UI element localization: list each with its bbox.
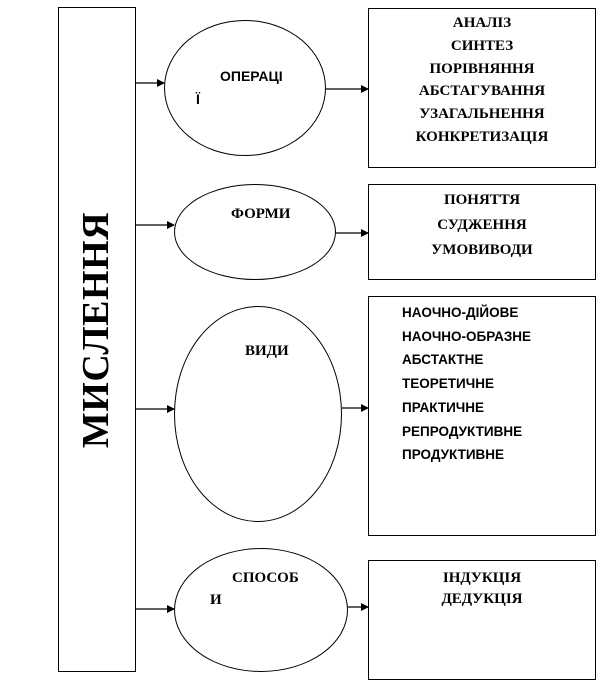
operations-ellipse <box>164 20 326 156</box>
forms-label: ФОРМИ <box>231 206 291 222</box>
list-item: КОНКРЕТИЗАЦІЯ <box>415 128 549 145</box>
list-item: АНАЛІЗ <box>452 15 512 31</box>
methods-ellipse <box>174 548 348 672</box>
list-item: ПРОДУКТИВНЕ <box>402 447 505 463</box>
list-item: НАОЧНО-ДІЙОВЕ <box>402 305 519 320</box>
forms-list <box>368 188 596 263</box>
main-title: МИСЛЕННЯ <box>75 211 117 449</box>
types-list <box>402 301 531 467</box>
list-item: РЕПРОДУКТИВНЕ <box>402 423 523 439</box>
operations-list <box>368 12 596 149</box>
methods-label-line-1: СПОСОБ <box>232 570 299 586</box>
list-item: НАОЧНО-ОБРАЗНЕ <box>402 328 532 344</box>
list-item: АБСТАКТНЕ <box>402 352 484 368</box>
list-item: ПОРІВНЯННЯ <box>429 60 535 77</box>
list-item: СИНТЕЗ <box>450 37 514 54</box>
types-ellipse <box>174 306 342 522</box>
methods-list <box>368 568 596 610</box>
list-item: УМОВИВОДИ <box>431 242 533 258</box>
list-item: СУДЖЕННЯ <box>437 217 527 233</box>
operations-label-line-2: Ї <box>196 91 200 107</box>
operations-label-line-1: ОПЕРАЦІ <box>220 68 283 84</box>
types-label: ВИДИ <box>245 343 289 359</box>
list-item: ПРАКТИЧНЕ <box>402 399 485 415</box>
list-item: ТЕОРЕТИЧНЕ <box>402 376 494 392</box>
list-item: ДЕДУКЦІЯ <box>441 591 523 607</box>
list-item: ІНДУКЦІЯ <box>442 570 522 586</box>
list-item: АБСТАГУВАННЯ <box>418 83 546 100</box>
forms-ellipse <box>174 184 336 280</box>
list-item: УЗАГАЛЬНЕННЯ <box>419 106 545 123</box>
list-item: ПОНЯТТЯ <box>443 192 521 208</box>
methods-label-line-2: И <box>210 592 222 608</box>
